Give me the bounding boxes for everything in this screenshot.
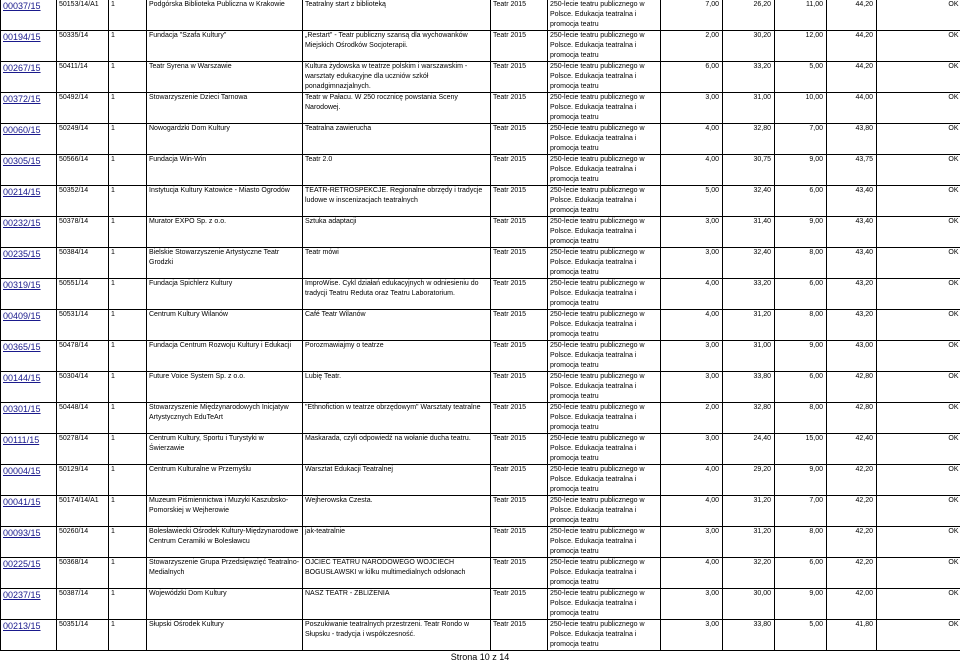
- program-name: Teatr 2015: [491, 62, 548, 93]
- application-number: 50378/14: [57, 217, 109, 248]
- status-value: OK: [877, 279, 960, 310]
- score-priority: 8,00: [775, 310, 827, 341]
- score-formal: 3,00: [661, 620, 723, 651]
- program-name: Teatr 2015: [491, 0, 548, 31]
- organization-name: Teatr Syrena w Warszawie: [147, 62, 303, 93]
- score-priority: 5,00: [775, 62, 827, 93]
- score-total: 44,20: [827, 62, 877, 93]
- score-formal: 3,00: [661, 527, 723, 558]
- edition-number: 1: [109, 124, 147, 155]
- status-value: OK: [877, 558, 960, 589]
- status-value: OK: [877, 248, 960, 279]
- score-total: 44,00: [827, 93, 877, 124]
- score-merit: 30,75: [723, 155, 775, 186]
- priority-name: 250-lecie teatru publicznego w Polsce. Edukacja teatralna i promocja teatru: [548, 31, 661, 62]
- score-priority: 6,00: [775, 186, 827, 217]
- table-row: [1, 0, 960, 31]
- program-name: Teatr 2015: [491, 434, 548, 465]
- score-total: 42,40: [827, 434, 877, 465]
- status-value: OK: [877, 372, 960, 403]
- priority-name: 250-lecie teatru publicznego w Polsce. Edukacja teatralna i promocja teatru: [548, 248, 661, 279]
- application-number: 50566/14: [57, 155, 109, 186]
- table-row: [1, 217, 960, 248]
- status-value: OK: [877, 496, 960, 527]
- application-number: 50384/14: [57, 248, 109, 279]
- program-name: Teatr 2015: [491, 217, 548, 248]
- status-value: OK: [877, 465, 960, 496]
- priority-name: 250-lecie teatru publicznego w Polsce. Edukacja teatralna i promocja teatru: [548, 155, 661, 186]
- score-priority: 8,00: [775, 248, 827, 279]
- score-merit: 31,20: [723, 527, 775, 558]
- application-number: 50492/14: [57, 93, 109, 124]
- offer-code-link[interactable]: 00213/15: [1, 620, 57, 651]
- table-row: [1, 186, 960, 217]
- score-total: 42,20: [827, 558, 877, 589]
- organization-name: Bielskie Stowarzyszenie Artystyczne Teatr Grodzki: [147, 248, 303, 279]
- application-number: 50448/14: [57, 403, 109, 434]
- organization-name: Fundacja Centrum Rozwoju Kultury i Edukacji: [147, 341, 303, 372]
- status-value: OK: [877, 124, 960, 155]
- application-number: 50368/14: [57, 558, 109, 589]
- edition-number: 1: [109, 155, 147, 186]
- application-number: 50249/14: [57, 124, 109, 155]
- score-priority: 12,00: [775, 31, 827, 62]
- score-priority: 9,00: [775, 589, 827, 620]
- score-formal: 4,00: [661, 558, 723, 589]
- score-priority: 7,00: [775, 496, 827, 527]
- edition-number: 1: [109, 186, 147, 217]
- project-title: jak-teatralnie: [303, 527, 491, 558]
- score-formal: 2,00: [661, 403, 723, 434]
- edition-number: 1: [109, 0, 147, 31]
- application-number: 50478/14: [57, 341, 109, 372]
- score-priority: 8,00: [775, 403, 827, 434]
- score-formal: 5,00: [661, 186, 723, 217]
- edition-number: 1: [109, 527, 147, 558]
- edition-number: 1: [109, 279, 147, 310]
- application-number: 50352/14: [57, 186, 109, 217]
- score-total: 42,00: [827, 589, 877, 620]
- status-value: OK: [877, 155, 960, 186]
- score-merit: 32,40: [723, 248, 775, 279]
- organization-name: Centrum Kulturalne w Przemyślu: [147, 465, 303, 496]
- application-number: 50551/14: [57, 279, 109, 310]
- table-row: [1, 155, 960, 186]
- score-formal: 6,00: [661, 62, 723, 93]
- project-title: NASZ TEATR - ZBLIŻENIA: [303, 589, 491, 620]
- score-formal: 3,00: [661, 217, 723, 248]
- table-row: [1, 93, 960, 124]
- edition-number: 1: [109, 434, 147, 465]
- program-name: Teatr 2015: [491, 279, 548, 310]
- organization-name: Fundacja Win-Win: [147, 155, 303, 186]
- program-name: Teatr 2015: [491, 124, 548, 155]
- score-formal: 4,00: [661, 496, 723, 527]
- edition-number: 1: [109, 558, 147, 589]
- priority-name: 250-lecie teatru publicznego w Polsce. Edukacja teatralna i promocja teatru: [548, 279, 661, 310]
- status-value: OK: [877, 434, 960, 465]
- project-title: „Restart" - Teatr publiczny szansą dla wychowanków Miejskich Ośrodków Socjoterapii.: [303, 31, 491, 62]
- organization-name: Stowarzyszenie Grupa Przedsięwzięć Teatralno-Medialnych: [147, 558, 303, 589]
- organization-name: Słupski Ośrodek Kultury: [147, 620, 303, 651]
- table-row: [1, 279, 960, 310]
- score-merit: 31,00: [723, 93, 775, 124]
- score-merit: 31,00: [723, 341, 775, 372]
- offer-code-link[interactable]: 00365/15: [1, 341, 57, 372]
- table-row: [1, 465, 960, 496]
- score-total: 43,80: [827, 124, 877, 155]
- status-value: OK: [877, 341, 960, 372]
- organization-name: Murator EXPO Sp. z o.o.: [147, 217, 303, 248]
- score-formal: 3,00: [661, 372, 723, 403]
- score-merit: 31,20: [723, 310, 775, 341]
- project-title: Sztuka adaptacji: [303, 217, 491, 248]
- priority-name: 250-lecie teatru publicznego w Polsce. Edukacja teatralna i promocja teatru: [548, 496, 661, 527]
- offer-code-link[interactable]: 00237/15: [1, 589, 57, 620]
- project-title: Porozmawiajmy o teatrze: [303, 341, 491, 372]
- organization-name: Centrum Kultury Wilanów: [147, 310, 303, 341]
- program-name: Teatr 2015: [491, 372, 548, 403]
- score-priority: 10,00: [775, 93, 827, 124]
- offer-code-link[interactable]: 00235/15: [1, 248, 57, 279]
- organization-name: Future Voice System Sp. z o.o.: [147, 372, 303, 403]
- offer-code-link[interactable]: 00037/15: [1, 0, 57, 31]
- score-merit: 31,20: [723, 496, 775, 527]
- score-total: 42,80: [827, 403, 877, 434]
- score-priority: 9,00: [775, 341, 827, 372]
- score-formal: 3,00: [661, 434, 723, 465]
- program-name: Teatr 2015: [491, 155, 548, 186]
- organization-name: Podgórska Biblioteka Publiczna w Krakowie: [147, 0, 303, 31]
- program-name: Teatr 2015: [491, 31, 548, 62]
- organization-name: Bolesławiecki Ośrodek Kultury-Międzynarodowe Centrum Ceramiki w Bolesławcu: [147, 527, 303, 558]
- score-total: 44,20: [827, 31, 877, 62]
- application-number: 50153/14/A1: [57, 0, 109, 31]
- status-value: OK: [877, 217, 960, 248]
- status-value: OK: [877, 0, 960, 31]
- project-title: Poszukiwanie teatralnych przestrzeni. Teatr Rondo w Słupsku - tradycja i współczesność.: [303, 620, 491, 651]
- score-total: 43,75: [827, 155, 877, 186]
- program-name: Teatr 2015: [491, 620, 548, 651]
- score-total: 42,20: [827, 496, 877, 527]
- project-title: Teatralna zawierucha: [303, 124, 491, 155]
- organization-name: Muzeum Piśmiennictwa i Muzyki Kaszubsko-Pomorskiej w Wejherowie: [147, 496, 303, 527]
- table-row: [1, 403, 960, 434]
- application-number: 50351/14: [57, 620, 109, 651]
- offer-code-link[interactable]: 00144/15: [1, 372, 57, 403]
- score-priority: 6,00: [775, 372, 827, 403]
- score-total: 41,80: [827, 620, 877, 651]
- organization-name: Fundacja "Szafa Kultury": [147, 31, 303, 62]
- offer-code-link[interactable]: 00232/15: [1, 217, 57, 248]
- offer-code-link[interactable]: 00319/15: [1, 279, 57, 310]
- score-formal: 3,00: [661, 93, 723, 124]
- score-merit: 32,40: [723, 186, 775, 217]
- table-row: [1, 527, 960, 558]
- score-priority: 9,00: [775, 465, 827, 496]
- score-merit: 32,80: [723, 403, 775, 434]
- score-formal: 3,00: [661, 341, 723, 372]
- score-formal: 3,00: [661, 248, 723, 279]
- score-priority: 6,00: [775, 279, 827, 310]
- score-priority: 9,00: [775, 155, 827, 186]
- status-value: OK: [877, 620, 960, 651]
- program-name: Teatr 2015: [491, 496, 548, 527]
- score-merit: 32,80: [723, 124, 775, 155]
- score-priority: 5,00: [775, 620, 827, 651]
- score-formal: 4,00: [661, 310, 723, 341]
- status-value: OK: [877, 403, 960, 434]
- table-row: [1, 372, 960, 403]
- score-total: 43,40: [827, 248, 877, 279]
- program-name: Teatr 2015: [491, 465, 548, 496]
- score-total: 43,00: [827, 341, 877, 372]
- offer-code-link[interactable]: 00004/15: [1, 465, 57, 496]
- organization-name: Wojewódzki Dom Kultury: [147, 589, 303, 620]
- score-formal: 2,00: [661, 31, 723, 62]
- score-total: 43,40: [827, 217, 877, 248]
- score-merit: 33,20: [723, 279, 775, 310]
- project-title: Teatr w Pałacu. W 250 rocznicę powstania Sceny Narodowej.: [303, 93, 491, 124]
- offer-code-link[interactable]: 00214/15: [1, 186, 57, 217]
- status-value: OK: [877, 62, 960, 93]
- priority-name: 250-lecie teatru publicznego w Polsce. Edukacja teatralna i promocja teatru: [548, 620, 661, 651]
- score-merit: 29,20: [723, 465, 775, 496]
- application-number: 50531/14: [57, 310, 109, 341]
- table-row: [1, 341, 960, 372]
- offer-code-link[interactable]: 00194/15: [1, 31, 57, 62]
- score-merit: 32,20: [723, 558, 775, 589]
- priority-name: 250-lecie teatru publicznego w Polsce. Edukacja teatralna i promocja teatru: [548, 186, 661, 217]
- table-row: [1, 248, 960, 279]
- project-title: "Ethnofiction w teatrze obrzędowym" Warsztaty teatralne: [303, 403, 491, 434]
- score-merit: 33,80: [723, 620, 775, 651]
- score-total: 42,20: [827, 527, 877, 558]
- score-formal: 4,00: [661, 465, 723, 496]
- score-merit: 30,00: [723, 589, 775, 620]
- program-name: Teatr 2015: [491, 186, 548, 217]
- priority-name: 250-lecie teatru publicznego w Polsce. Edukacja teatralna i promocja teatru: [548, 93, 661, 124]
- status-value: OK: [877, 31, 960, 62]
- score-formal: 4,00: [661, 155, 723, 186]
- organization-name: Centrum Kultury, Sportu i Turystyki w Świerzawie: [147, 434, 303, 465]
- priority-name: 250-lecie teatru publicznego w Polsce. Edukacja teatralna i promocja teatru: [548, 124, 661, 155]
- project-title: ImproWise. Cykl działań edukacyjnych w odniesieniu do tradycji Teatru Reduta oraz Teatru Laboratorium.: [303, 279, 491, 310]
- organization-name: Fundacja Spichlerz Kultury: [147, 279, 303, 310]
- offer-code-link[interactable]: 00060/15: [1, 124, 57, 155]
- application-number: 50335/14: [57, 31, 109, 62]
- program-name: Teatr 2015: [491, 310, 548, 341]
- score-total: 44,20: [827, 0, 877, 31]
- score-merit: 33,80: [723, 372, 775, 403]
- status-value: OK: [877, 93, 960, 124]
- score-priority: 8,00: [775, 527, 827, 558]
- organization-name: Nowogardzki Dom Kultury: [147, 124, 303, 155]
- project-title: Wejherowska Czesta.: [303, 496, 491, 527]
- score-merit: 24,40: [723, 434, 775, 465]
- project-title: Warsztat Edukacji Teatralnej: [303, 465, 491, 496]
- edition-number: 1: [109, 62, 147, 93]
- status-value: OK: [877, 527, 960, 558]
- edition-number: 1: [109, 403, 147, 434]
- score-total: 42,80: [827, 372, 877, 403]
- project-title: Teatr mówi: [303, 248, 491, 279]
- score-formal: 3,00: [661, 589, 723, 620]
- score-priority: 6,00: [775, 558, 827, 589]
- offer-code-link[interactable]: 00301/15: [1, 403, 57, 434]
- status-value: OK: [877, 310, 960, 341]
- offer-code-link[interactable]: 00111/15: [1, 434, 57, 465]
- organization-name: Stowarzyszenie Dzieci Tarnowa: [147, 93, 303, 124]
- organization-name: Instytucja Kultury Katowice - Miasto Ogrodów: [147, 186, 303, 217]
- table-row: [1, 434, 960, 465]
- table-row: [1, 62, 960, 93]
- score-priority: 9,00: [775, 217, 827, 248]
- score-formal: 4,00: [661, 279, 723, 310]
- table-row: [1, 620, 960, 651]
- project-title: Maskarada, czyli odpowiedź na wołanie ducha teatru.: [303, 434, 491, 465]
- table-body: [1, 0, 960, 651]
- score-formal: 7,00: [661, 0, 723, 31]
- edition-number: 1: [109, 248, 147, 279]
- table-row: [1, 310, 960, 341]
- application-number: 50278/14: [57, 434, 109, 465]
- table-row: [1, 496, 960, 527]
- priority-name: 250-lecie teatru publicznego w Polsce. Edukacja teatralna i promocja teatru: [548, 434, 661, 465]
- priority-name: 250-lecie teatru publicznego w Polsce. Edukacja teatralna i promocja teatru: [548, 403, 661, 434]
- score-total: 43,20: [827, 310, 877, 341]
- edition-number: 1: [109, 217, 147, 248]
- score-total: 43,40: [827, 186, 877, 217]
- score-formal: 4,00: [661, 124, 723, 155]
- edition-number: 1: [109, 310, 147, 341]
- edition-number: 1: [109, 341, 147, 372]
- application-number: 50129/14: [57, 465, 109, 496]
- score-merit: 30,20: [723, 31, 775, 62]
- edition-number: 1: [109, 93, 147, 124]
- score-merit: 33,20: [723, 62, 775, 93]
- program-name: Teatr 2015: [491, 93, 548, 124]
- priority-name: 250-lecie teatru publicznego w Polsce. Edukacja teatralna i promocja teatru: [548, 62, 661, 93]
- edition-number: 1: [109, 589, 147, 620]
- program-name: Teatr 2015: [491, 527, 548, 558]
- score-merit: 31,40: [723, 217, 775, 248]
- organization-name: Stowarzyszenie Międzynarodowych Inicjatyw Artystycznych EduTeArt: [147, 403, 303, 434]
- score-priority: 11,00: [775, 0, 827, 31]
- program-name: Teatr 2015: [491, 558, 548, 589]
- score-total: 43,20: [827, 279, 877, 310]
- offer-code-link[interactable]: 00372/15: [1, 93, 57, 124]
- application-number: 50387/14: [57, 589, 109, 620]
- status-value: OK: [877, 589, 960, 620]
- table-row: [1, 558, 960, 589]
- application-number: 50411/14: [57, 62, 109, 93]
- application-number: 50260/14: [57, 527, 109, 558]
- offer-code-link[interactable]: 00093/15: [1, 527, 57, 558]
- table-row: [1, 589, 960, 620]
- priority-name: 250-lecie teatru publicznego w Polsce. Edukacja teatralna i promocja teatru: [548, 0, 661, 31]
- edition-number: 1: [109, 31, 147, 62]
- program-name: Teatr 2015: [491, 403, 548, 434]
- priority-name: 250-lecie teatru publicznego w Polsce. Edukacja teatralna i promocja teatru: [548, 589, 661, 620]
- edition-number: 1: [109, 465, 147, 496]
- priority-name: 250-lecie teatru publicznego w Polsce. Edukacja teatralna i promocja teatru: [548, 372, 661, 403]
- score-priority: 15,00: [775, 434, 827, 465]
- project-title: Teatralny start z biblioteką: [303, 0, 491, 31]
- status-value: OK: [877, 186, 960, 217]
- offer-code-link[interactable]: 00409/15: [1, 310, 57, 341]
- project-title: TEATR-RETROSPEKCJE. Regionalne obrzędy i tradycje ludowe w inscenizacjach teatralnych: [303, 186, 491, 217]
- project-title: Teatr 2.0: [303, 155, 491, 186]
- offer-code-link[interactable]: 00267/15: [1, 62, 57, 93]
- offer-code-link[interactable]: 00041/15: [1, 496, 57, 527]
- offer-code-link[interactable]: 00305/15: [1, 155, 57, 186]
- priority-name: 250-lecie teatru publicznego w Polsce. Edukacja teatralna i promocja teatru: [548, 527, 661, 558]
- edition-number: 1: [109, 496, 147, 527]
- project-title: Kultura żydowska w teatrze polskim i warszawskim - warsztaty edukacyjne dla uczniów szkół ponadgimnazjalnych.: [303, 62, 491, 93]
- table-row: [1, 31, 960, 62]
- priority-name: 250-lecie teatru publicznego w Polsce. Edukacja teatralna i promocja teatru: [548, 558, 661, 589]
- project-title: Café Teatr Wilanów: [303, 310, 491, 341]
- priority-name: 250-lecie teatru publicznego w Polsce. Edukacja teatralna i promocja teatru: [548, 465, 661, 496]
- program-name: Teatr 2015: [491, 248, 548, 279]
- page-footer: Strona 10 z 14: [450, 652, 510, 662]
- edition-number: 1: [109, 620, 147, 651]
- score-total: 42,20: [827, 465, 877, 496]
- program-name: Teatr 2015: [491, 589, 548, 620]
- priority-name: 250-lecie teatru publicznego w Polsce. Edukacja teatralna i promocja teatru: [548, 341, 661, 372]
- table-row: [1, 124, 960, 155]
- priority-name: 250-lecie teatru publicznego w Polsce. Edukacja teatralna i promocja teatru: [548, 310, 661, 341]
- offer-code-link[interactable]: 00225/15: [1, 558, 57, 589]
- score-priority: 7,00: [775, 124, 827, 155]
- project-title: Lubię Teatr.: [303, 372, 491, 403]
- application-number: 50304/14: [57, 372, 109, 403]
- program-name: Teatr 2015: [491, 341, 548, 372]
- score-merit: 26,20: [723, 0, 775, 31]
- priority-name: 250-lecie teatru publicznego w Polsce. Edukacja teatralna i promocja teatru: [548, 217, 661, 248]
- edition-number: 1: [109, 372, 147, 403]
- application-number: 50174/14/A1: [57, 496, 109, 527]
- project-title: OJCIEC TEATRU NARODOWEGO WOJCIECH BOGUSŁAWSKI w kilku multimedialnych odsłonach: [303, 558, 491, 589]
